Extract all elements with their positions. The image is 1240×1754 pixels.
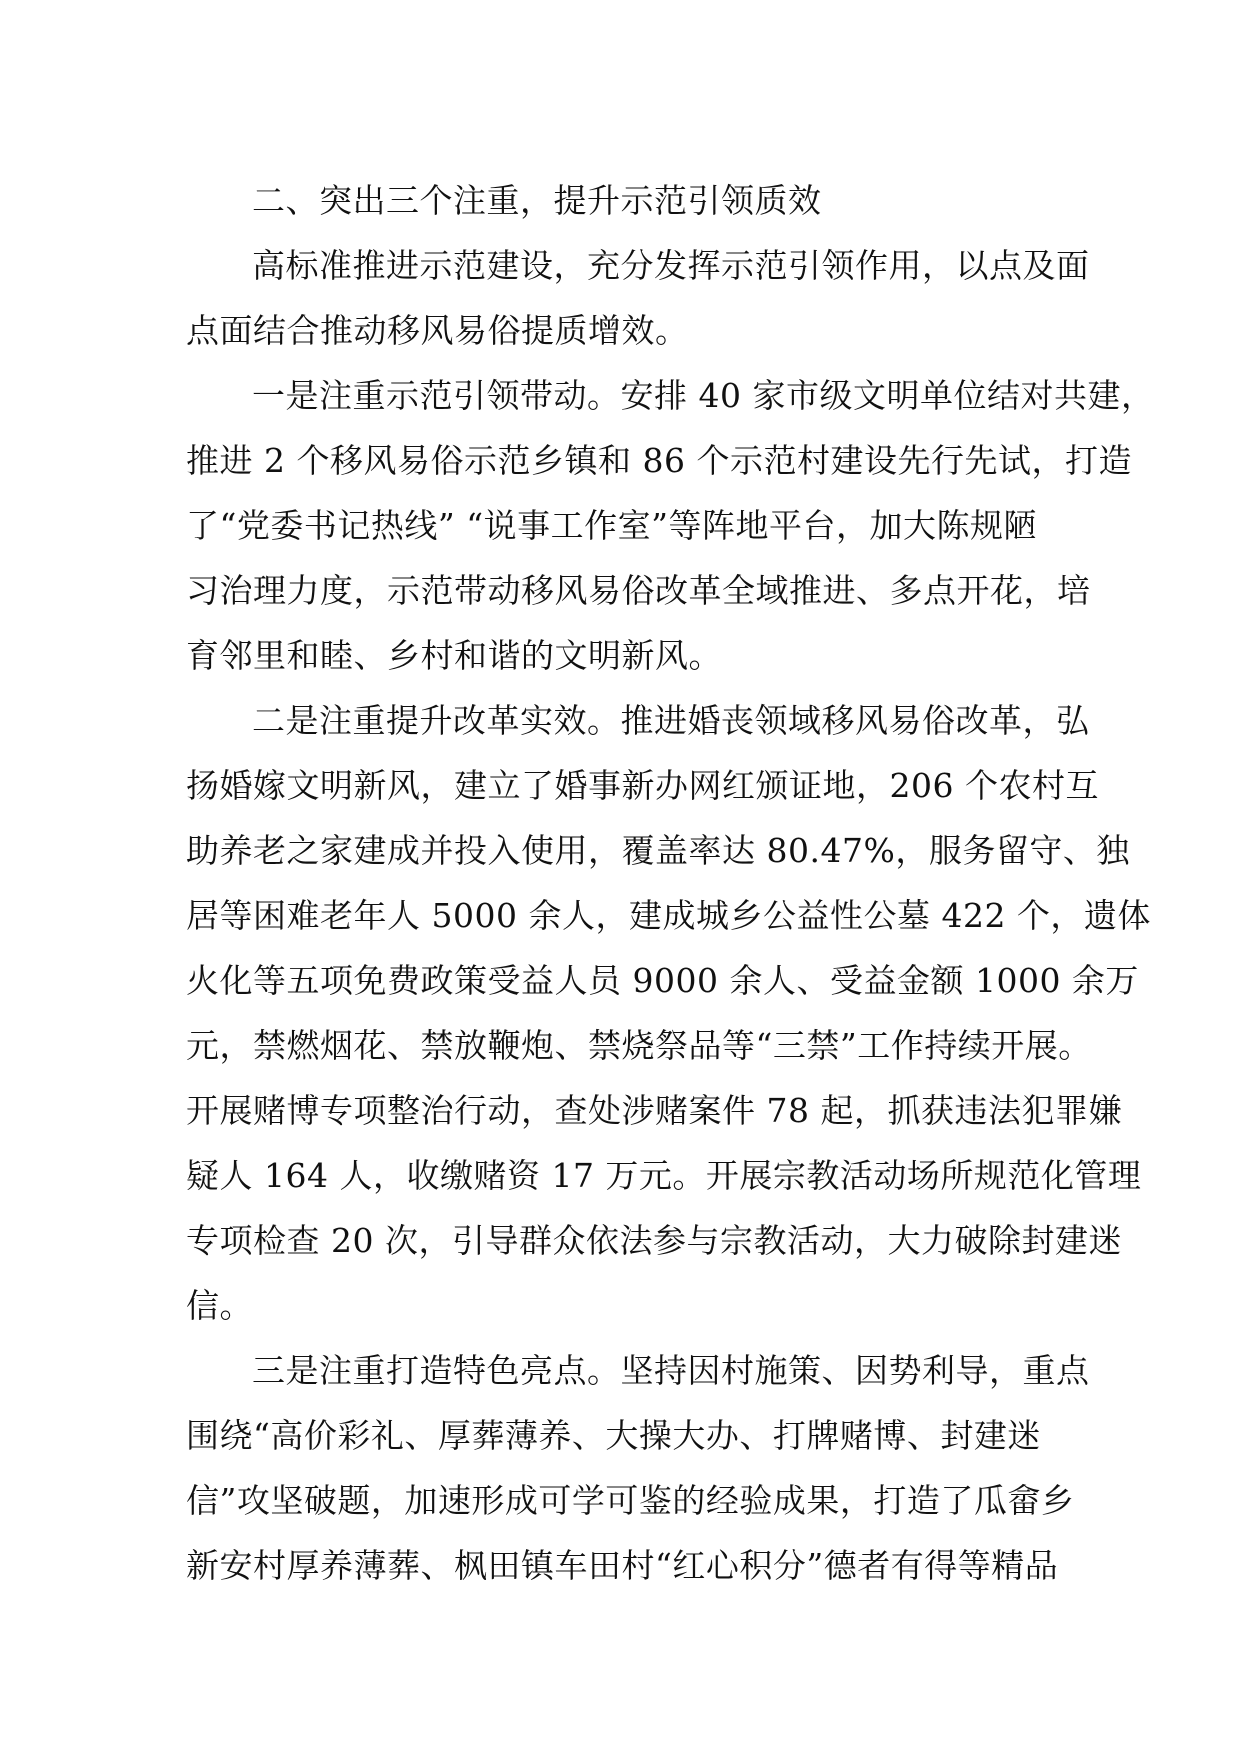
paragraph-line: 三是注重打造特色亮点。坚持因村施策、因势利导，重点 bbox=[252, 1351, 1090, 1390]
paragraph-line: 开展赌博专项整治行动，查处涉赌案件 78 起，抓获违法犯罪嫌 bbox=[186, 1091, 1122, 1130]
document-body bbox=[186, 168, 1155, 1598]
paragraph-demonstration bbox=[186, 363, 1155, 688]
paragraph-line: 居等困难老年人 5000 余人，建成城乡公益性公墓 422 个，遗体 bbox=[186, 896, 1151, 935]
paragraph-line: 习治理力度，示范带动移风易俗改革全域推进、多点开花，培 bbox=[186, 571, 1091, 610]
paragraph-line: 助养老之家建成并投入使用，覆盖率达 80.47%，服务留守、独 bbox=[186, 831, 1130, 870]
paragraph-line: 点面结合推动移风易俗提质增效。 bbox=[186, 311, 689, 350]
paragraph-intro bbox=[186, 233, 1090, 363]
paragraph-line: 二是注重提升改革实效。推进婚丧领域移风易俗改革，弘 bbox=[252, 701, 1090, 740]
paragraph-line: 了“党委书记热线” “说事工作室”等阵地平台，加大陈规陋 bbox=[186, 506, 1037, 545]
paragraph-line: 信”攻坚破题，加速形成可学可鉴的经验成果，打造了瓜畲乡 bbox=[186, 1481, 1075, 1520]
paragraph-line: 一是注重示范引领带动。安排 40 家市级文明单位结对共建， bbox=[252, 376, 1155, 415]
paragraph-line: 信。 bbox=[186, 1286, 253, 1325]
paragraph-highlights bbox=[186, 1338, 1090, 1598]
paragraph-line: 育邻里和睦、乡村和谐的文明新风。 bbox=[186, 636, 722, 675]
paragraph-line: 高标准推进示范建设，充分发挥示范引领作用，以点及面 bbox=[252, 246, 1090, 285]
section-heading: 二、突出三个注重，提升示范引领质效 bbox=[252, 181, 822, 220]
paragraph-line: 元，禁燃烟花、禁放鞭炮、禁烧祭品等“三禁”工作持续开展。 bbox=[186, 1026, 1092, 1065]
paragraph-line: 新安村厚养薄葬、枫田镇车田村“红心积分”德者有得等精品 bbox=[186, 1546, 1059, 1585]
paragraph-line: 围绕“高价彩礼、厚葬薄养、大操大办、打牌赌博、封建迷 bbox=[186, 1416, 1041, 1455]
paragraph-reform bbox=[186, 688, 1151, 1338]
paragraph-line: 专项检查 20 次，引导群众依法参与宗教活动，大力破除封建迷 bbox=[186, 1221, 1122, 1260]
paragraph-line: 疑人 164 人，收缴赌资 17 万元。开展宗教活动场所规范化管理 bbox=[186, 1156, 1142, 1195]
paragraph-line: 推进 2 个移风易俗示范乡镇和 86 个示范村建设先行先试，打造 bbox=[186, 441, 1132, 480]
paragraph-line: 火化等五项免费政策受益人员 9000 余人、受益金额 1000 余万 bbox=[186, 961, 1139, 1000]
paragraph-line: 扬婚嫁文明新风，建立了婚事新办网红颁证地，206 个农村互 bbox=[186, 766, 1099, 805]
